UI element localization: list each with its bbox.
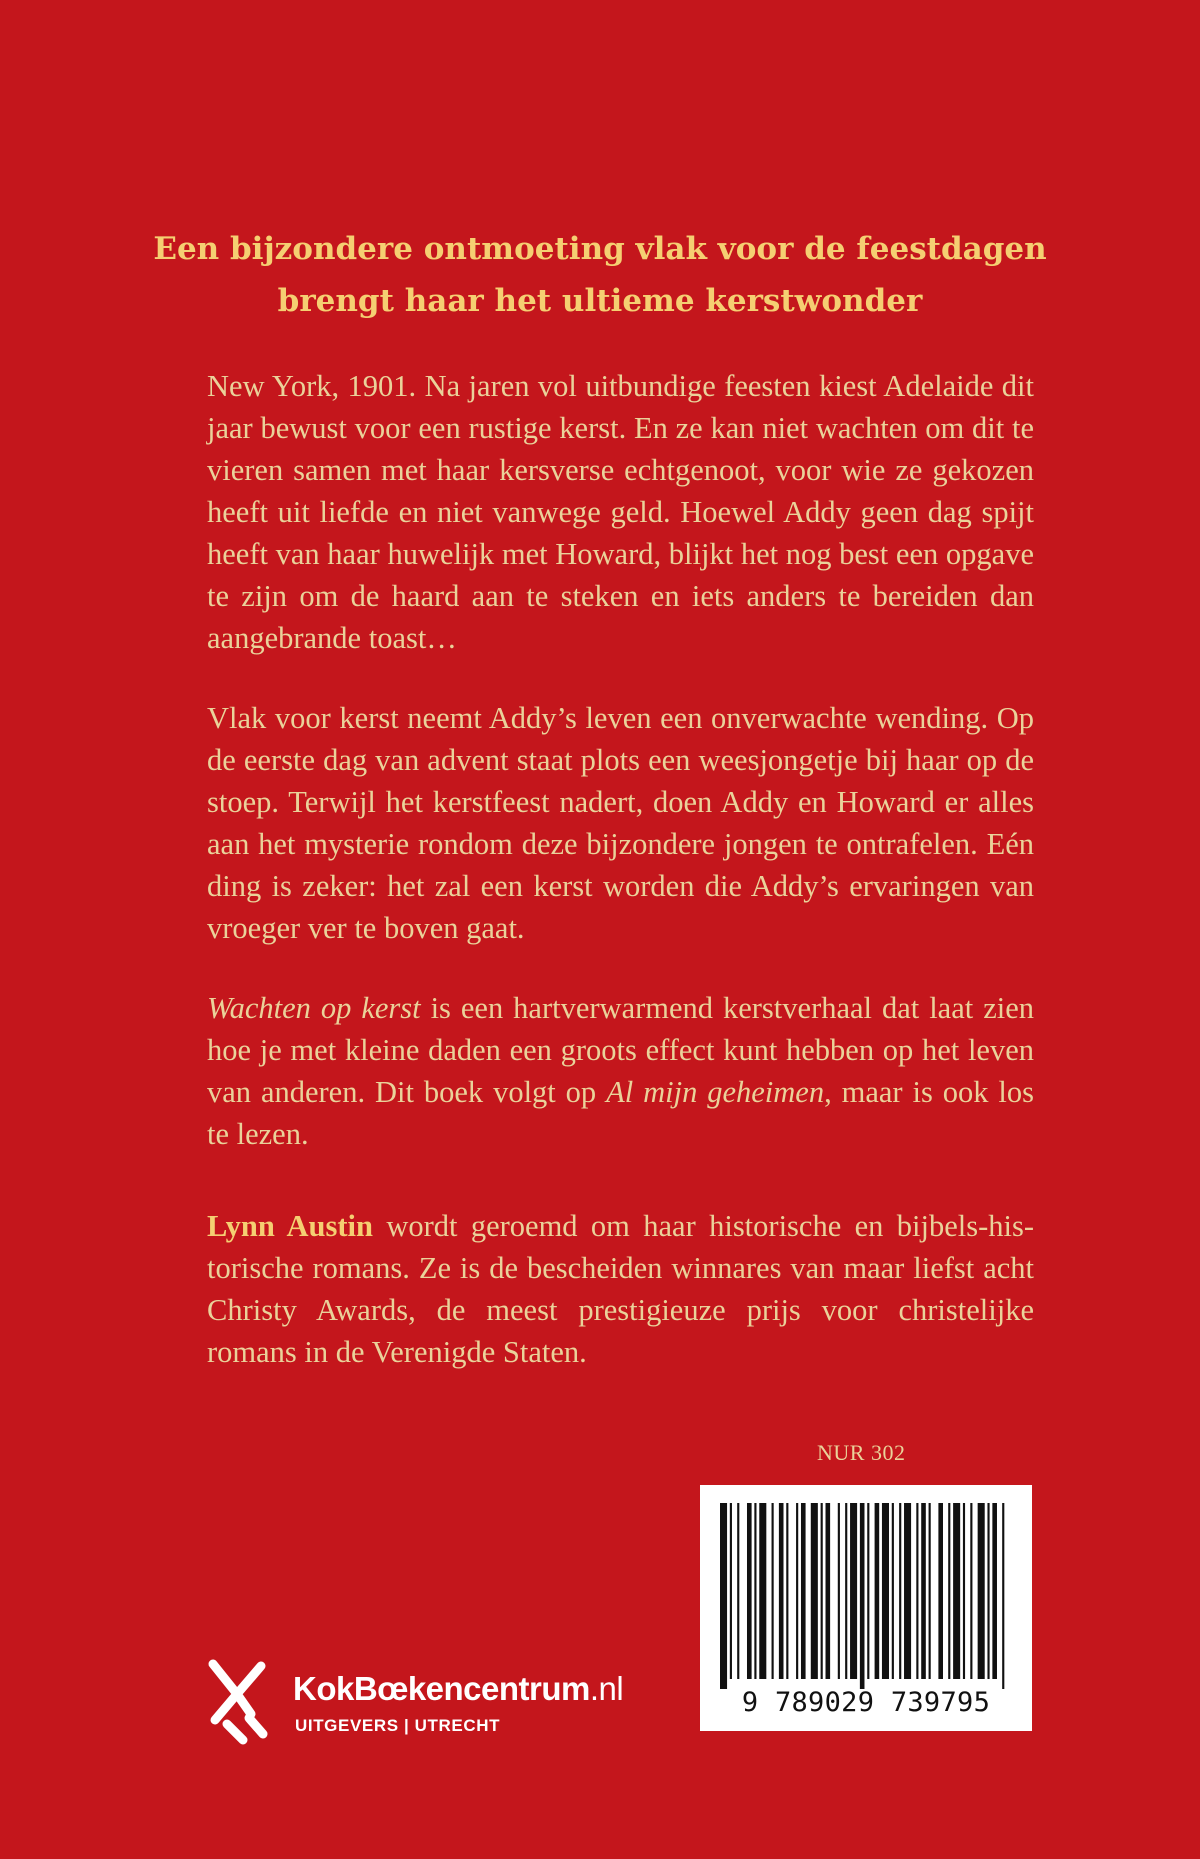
barcode-bar <box>867 1503 869 1679</box>
barcode-bar <box>838 1503 840 1679</box>
publisher-logo <box>203 1650 673 1760</box>
barcode-bar <box>730 1503 732 1679</box>
book-title: Wachten op kerst <box>207 991 421 1025</box>
blurb-text: , maar is ook los te lezen. <box>207 1075 1034 1151</box>
barcode-bar <box>938 1503 943 1679</box>
barcode-bar <box>845 1503 847 1679</box>
author-bio <box>207 1205 1034 1373</box>
barcode-bar <box>875 1503 880 1679</box>
barcode-bar <box>929 1503 931 1679</box>
barcode-bar <box>821 1503 823 1679</box>
barcode-bar <box>916 1503 918 1679</box>
barcode-bar <box>850 1503 857 1679</box>
blurb-paragraph-1: New York, 1901. Na jaren vol uitbundige feesten kiest Adelaide dit jaar bewust voor een rustige kerst. En ze kan niet wachten om dit te vieren samen met haar kersverse echtgenoot, voor wie ze gekozen heeft uit liefde en niet vanwege geld. Hoewel Addy geen dag spijt heeft van haar huwelijk met Howard, blijkt het nog best een opgave te zijn om de haard aan te steken en iets anders te bereiden dan aangebrande toast… <box>207 369 1034 655</box>
barcode-bar <box>779 1503 784 1679</box>
barcode-bar <box>796 1503 798 1679</box>
barcode-bar <box>759 1503 766 1679</box>
barcode-bar <box>786 1503 788 1679</box>
publisher-name-main: KokBœkencentrum <box>293 1670 590 1707</box>
barcode-bar <box>801 1503 806 1679</box>
barcode-bar <box>892 1503 894 1679</box>
nur-code: NUR 302 <box>817 1440 906 1465</box>
publisher-name-tld: .nl <box>589 1670 624 1707</box>
publisher-mark-icon <box>203 1654 273 1746</box>
publisher-subtitle: UITGEVERS | UTRECHT <box>295 1716 501 1735</box>
author-name: Lynn Austin <box>207 1209 373 1243</box>
barcode-bar <box>970 1503 972 1679</box>
barcode-bar <box>948 1503 950 1679</box>
barcode-bar <box>963 1503 965 1679</box>
barcode-bar <box>899 1503 901 1679</box>
isbn-number: 9 789029 739795 <box>741 1687 991 1718</box>
barcode-bar <box>754 1503 756 1679</box>
barcode-bar <box>860 1503 865 1689</box>
barcode-bar <box>826 1503 831 1679</box>
blurb-text: is een hartverwarmend kerstverhaal dat laat zien hoe je met kleine daden een groots effect kunt hebben op het leven van anderen. Dit boek volgt op <box>207 991 1034 1109</box>
barcode-bar <box>772 1503 774 1679</box>
barcode-bar <box>737 1503 739 1679</box>
tagline-line-2: brengt haar het ultieme kerstwonder <box>277 283 923 319</box>
barcode-bar <box>747 1503 752 1679</box>
barcode-bar <box>811 1503 818 1679</box>
barcode-bar <box>1002 1503 1004 1689</box>
barcode-bar <box>992 1503 997 1679</box>
isbn-barcode <box>700 1485 1032 1731</box>
tagline <box>0 223 1200 327</box>
blurb-paragraph-2: Vlak voor kerst neemt Addy’s leven een onverwachte wending. Op de eerste dag van advent staat plots een weesjongetje bij haar op de stoep. Terwijl het kerstfeest nadert, doen Addy en Howard er alles aan het mysterie rondom deze bijzondere jongen te ontrafelen. Eén ding is zeker: het zal een kerst worden die Addy’s ervaringen van vroeger ver te boven gaat. <box>207 701 1034 945</box>
previous-book-title: Al mijn geheimen <box>606 1075 825 1109</box>
barcode-bar <box>882 1503 889 1679</box>
blurb-paragraph-3 <box>207 987 1034 1155</box>
barcode-bar <box>720 1503 727 1689</box>
publisher-name <box>293 1670 623 1708</box>
barcode-bar <box>987 1503 989 1679</box>
tagline-line-1: Een bijzondere ontmoeting vlak voor de feestdagen <box>153 231 1047 267</box>
barcode-bar <box>978 1503 985 1679</box>
barcode-bar <box>921 1503 926 1679</box>
author-bio-text: wordt geroemd om haar historische en bijbels-historische romans. Ze is de bescheiden winnares van maar liefst acht Christy Awards, de meest prestigieuze prijs voor christelijke romans in de Verenigde Staten. <box>207 1209 1034 1369</box>
barcode-bar <box>953 1503 960 1679</box>
barcode-bar <box>904 1503 911 1679</box>
